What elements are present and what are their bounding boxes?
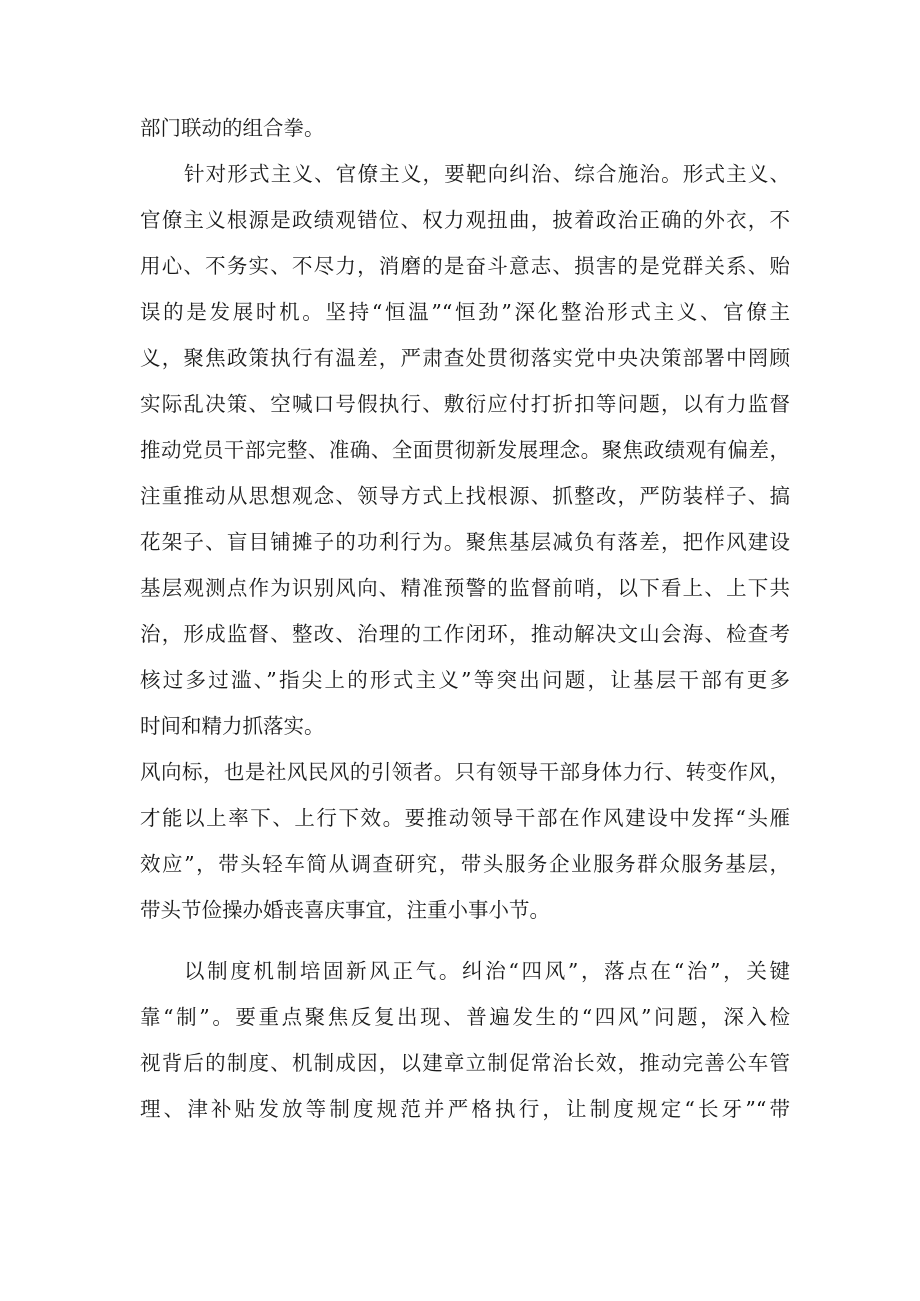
text-line: 针对形式主义、官僚主义，要靶向纠治、综合施治。形式主义、: [184, 162, 790, 186]
text-line: 理、津补贴发放等制度规范并严格执行，让制度规定“长牙”“带: [140, 1097, 790, 1121]
text-line: 靠“制”。要重点聚焦反复出现、普遍发生的“四风”问题，深入检: [140, 1005, 790, 1029]
text-line: 推动党员干部完整、准确、全面贯彻新发展理念。聚焦政绩观有偏差，: [140, 438, 790, 462]
text-line: 才能以上率下、上行下效。要推动领导干部在作风建设中发挥“头雁: [140, 806, 790, 830]
text-line: 实际乱决策、空喊口号假执行、敷衍应付打折扣等问题，以有力监督: [140, 392, 790, 416]
text-line: 误的是发展时机。坚持“恒温”“恒劲”深化整治形式主义、官僚主: [140, 300, 790, 324]
text-line: 花架子、盲目铺摊子的功利行为。聚焦基层减负有落差，把作风建设: [140, 530, 790, 554]
text-line: 注重推动从思想观念、领导方式上找根源、抓整改，严防装样子、搞: [140, 484, 790, 508]
text-line: 官僚主义根源是政绩观错位、权力观扭曲，披着政治正确的外衣，不: [140, 208, 790, 232]
text-line: 部门联动的组合拳。: [140, 116, 325, 140]
text-line: 时间和精力抓落实。: [140, 714, 325, 738]
text-line: 用心、不务实、不尽力，消磨的是奋斗意志、损害的是党群关系、贻: [140, 254, 790, 278]
text-line: 效应”，带头轻车简从调查研究，带头服务企业服务群众服务基层，: [140, 852, 790, 876]
text-line: 义，聚焦政策执行有温差，严肃查处贯彻落实党中央决策部署中罔顾: [140, 346, 790, 370]
text-line: 以制度机制培固新风正气。纠治“四风”，落点在“治”，关键: [184, 959, 790, 983]
text-line: 治，形成监督、整改、治理的工作闭环，推动解决文山会海、检查考: [140, 622, 790, 646]
text-line: 风向标，也是社风民风的引领者。只有领导干部身体力行、转变作风，: [140, 760, 790, 784]
text-line: 核过多过滥、”指尖上的形式主义”等突出问题，让基层干部有更多: [140, 668, 790, 692]
text-line: 视背后的制度、机制成因，以建章立制促常治长效，推动完善公车管: [140, 1051, 790, 1075]
text-line: 带头节俭操办婚丧喜庆事宜，注重小事小节。: [140, 898, 550, 922]
text-line: 基层观测点作为识别风向、精准预警的监督前哨，以下看上、上下共: [140, 576, 790, 600]
